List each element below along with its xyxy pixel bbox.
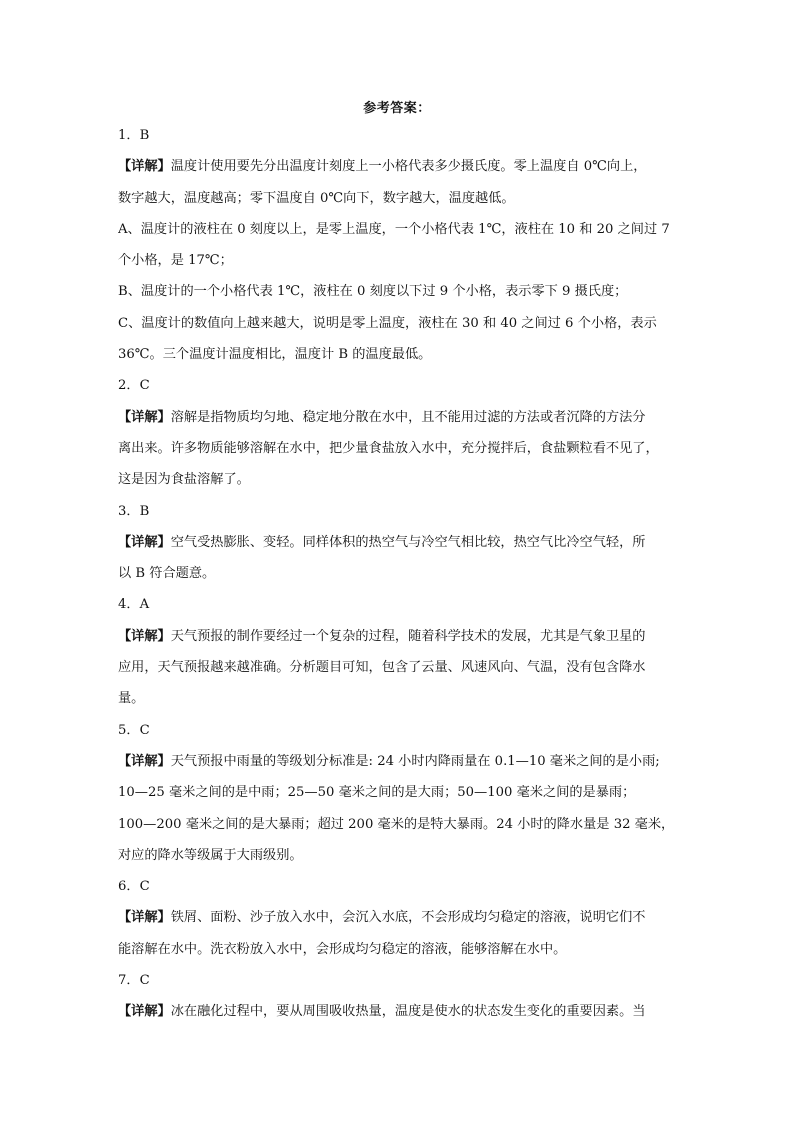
answer-list bbox=[118, 120, 678, 1028]
detail-tag: 【详解】 bbox=[118, 910, 171, 926]
detail-text: 铁屑、面粉、沙子放入水中，会沉入水底，不会形成均匀稳定的溶液，说明它们不 bbox=[170, 910, 646, 926]
answer-detail-line: 应用，天气预报越来越准确。分析题目可知，包含了云量、风速风向、气温，没有包含降水 bbox=[118, 660, 646, 676]
answer-detail-line: 10—25 毫米之间的是中雨；25—50 毫米之间的是大雨；50—100 毫米之间的是暴雨； bbox=[118, 785, 636, 801]
detail-tag: 【详解】 bbox=[118, 1004, 171, 1020]
answer-number: 1．B bbox=[118, 128, 150, 143]
answer-detail-line: 数字越大，温度越高；零下温度自 0℃向下，数字越大，温度越低。 bbox=[118, 190, 515, 206]
answer-detail-line bbox=[118, 746, 678, 777]
answer-detail-line bbox=[118, 527, 678, 558]
page-title: 参考答案： bbox=[363, 101, 431, 116]
answer-detail-line bbox=[118, 621, 678, 652]
answer-number: 6．C bbox=[118, 879, 150, 895]
answer-detail-line: B、温度计的一个小格代表 1℃，液柱在 0 刻度以下过 9 个小格，表示零下 9 摄氏度； bbox=[118, 284, 628, 300]
answer-detail-line: 100—200 毫米之间的是大暴雨；超过 200 毫米的是特大暴雨。24 小时的降水量是 32 毫米， bbox=[118, 816, 675, 832]
answer-detail-line bbox=[118, 151, 678, 182]
detail-tag: 【详解】 bbox=[118, 628, 171, 644]
answer-detail-line: 36℃。三个温度计温度相比，温度计 B 的温度最低。 bbox=[118, 347, 432, 363]
answer-detail-line: 离出来。许多物质能够溶解在水中，把少量食盐放入水中，充分搅拌后，食盐颗粒看不见了， bbox=[118, 440, 659, 456]
answer-detail-line: C、温度计的数值向上越来越大，说明是零上温度，液柱在 30 和 40 之间过 6 个小格，表示 bbox=[118, 315, 657, 331]
detail-tag: 【详解】 bbox=[118, 753, 171, 769]
answer-number: 5．C bbox=[118, 722, 150, 738]
detail-tag: 【详解】 bbox=[118, 409, 171, 425]
answer-number: 3．B bbox=[118, 503, 150, 519]
detail-text: 天气预报的制作要经过一个复杂的过程，随着科学技术的发展，尤其是气象卫星的 bbox=[170, 628, 646, 644]
detail-text: 溶解是指物质均匀地、稳定地分散在水中，且不能用过滤的方法或者沉降的方法分 bbox=[170, 409, 646, 425]
detail-text: 空气受热膨胀、变轻。同样体积的热空气与冷空气相比较，热空气比冷空气轻，所 bbox=[170, 534, 646, 550]
detail-text: 天气预报中雨量的等级划分标准是: 24 小时内降雨量在 0.1—10 毫米之间的是小雨; bbox=[170, 753, 660, 769]
answer-detail-line bbox=[118, 402, 678, 433]
detail-tag: 【详解】 bbox=[118, 159, 171, 175]
detail-tag: 【详解】 bbox=[118, 534, 171, 550]
answer-detail-line: 量。 bbox=[118, 691, 145, 707]
answer-detail-line: 这是因为食盐溶解了。 bbox=[118, 472, 250, 488]
answer-detail-line: 以 B 符合题意。 bbox=[118, 566, 216, 582]
answer-detail-line: 能溶解在水中。洗衣粉放入水中，会形成均匀稳定的溶液，能够溶解在水中。 bbox=[118, 941, 567, 957]
answer-number: 4．A bbox=[118, 597, 150, 613]
detail-text: 温度计使用要先分出温度计刻度上一小格代表多少摄氏度。零上温度自 0℃向上， bbox=[170, 159, 647, 175]
answer-number: 7．C bbox=[118, 973, 150, 989]
detail-text: 冰在融化过程中，要从周围吸收热量，温度是使水的状态发生变化的重要因素。当 bbox=[170, 1004, 646, 1020]
answer-detail-line bbox=[118, 902, 678, 933]
answer-number: 2．C bbox=[118, 378, 150, 394]
answer-detail-line: 对应的降水等级属于大雨级别。 bbox=[118, 847, 303, 863]
answer-detail-line: 个小格，是 17℃； bbox=[118, 253, 233, 269]
answer-detail-line: A、温度计的液柱在 0 刻度以上，是零上温度，一个小格代表 1℃，液柱在 10 和 20 之间过 7 bbox=[118, 221, 670, 237]
answer-detail-line bbox=[118, 996, 678, 1027]
